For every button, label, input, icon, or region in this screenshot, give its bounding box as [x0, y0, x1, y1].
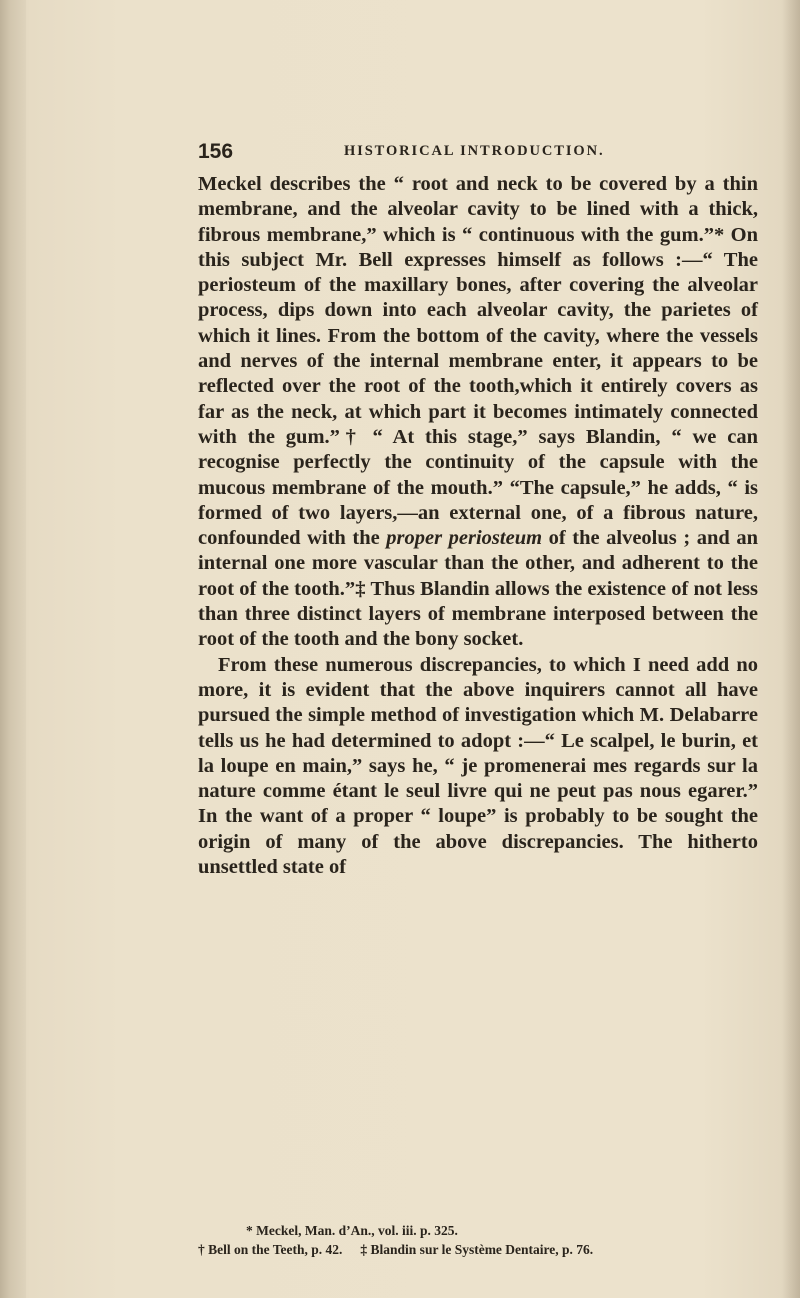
paragraph-2: From these numerous discrepancies, to which I need add no more, it is evident that the above inquirers cannot all have pursued the simple method of investigation which M. Delabarre tells us he had determined to adopt :—“ Le scalpel, le burin, et la loupe en main,” says he, “ je promenerai mes regards sur la nature comme étant le seul livre qui ne peut pas nous egarer.” In the want of a proper “ loupe” is probably to be sought the origin of many of the above discrepancies. The hitherto unsettled state of	[198, 653, 758, 879]
page-right-edge	[782, 0, 800, 1298]
footnote-1: * Meckel, Man. d’An., vol. iii. p. 325.	[246, 1223, 458, 1238]
footnotes	[198, 1221, 758, 1259]
paragraph-1-italic: proper periosteum	[386, 527, 543, 550]
page-number: 156	[198, 140, 234, 163]
footnote-row	[198, 1240, 758, 1259]
footnote-2: † Bell on the Teeth, p. 42.	[198, 1242, 343, 1257]
paragraph-1	[198, 172, 758, 653]
paragraph-1-text-end: of the alveolus ; and an internal one more vascular than the other, and adherent to the root of the tooth.”‡ Thus Blandin allows the existence of not less than three distinct layers of membrane interposed between the root of the tooth and the bony socket.	[198, 527, 758, 651]
running-head: HISTORICAL INTRODUCTION.	[344, 143, 605, 159]
page-header	[198, 140, 758, 170]
body-text	[198, 172, 758, 880]
paragraph-1-text: Meckel describes the “ root and neck to be covered by a thin membrane, and the alveolar cavity to be lined with a thick, fibrous membrane,” which is “ continuous with the gum.”* On this subject Mr. Bell expresses himself as follows :—“ The periosteum of the maxillary bones, after covering the alveolar process, dips down into each alveolar cavity, the parietes of which it lines. From the bottom of the cavity, where the vessels and nerves of the internal membrane enter, it appears to be reflected over the root of the tooth,which it entirely covers as far as the neck, at which part it becomes intimately connected with the gum.”† “ At this stage,” says Blandin, “ we can recognise perfectly the continuity of the capsule with the mucous membrane of the mouth.” “The capsule,” he adds, “ is formed of two layers,—an external one, of a fibrous nature, confounded with the	[198, 173, 758, 550]
page-binding-edge	[0, 0, 26, 1298]
footnote-3: ‡ Blandin sur le Système Dentaire, p. 76.	[360, 1242, 594, 1257]
